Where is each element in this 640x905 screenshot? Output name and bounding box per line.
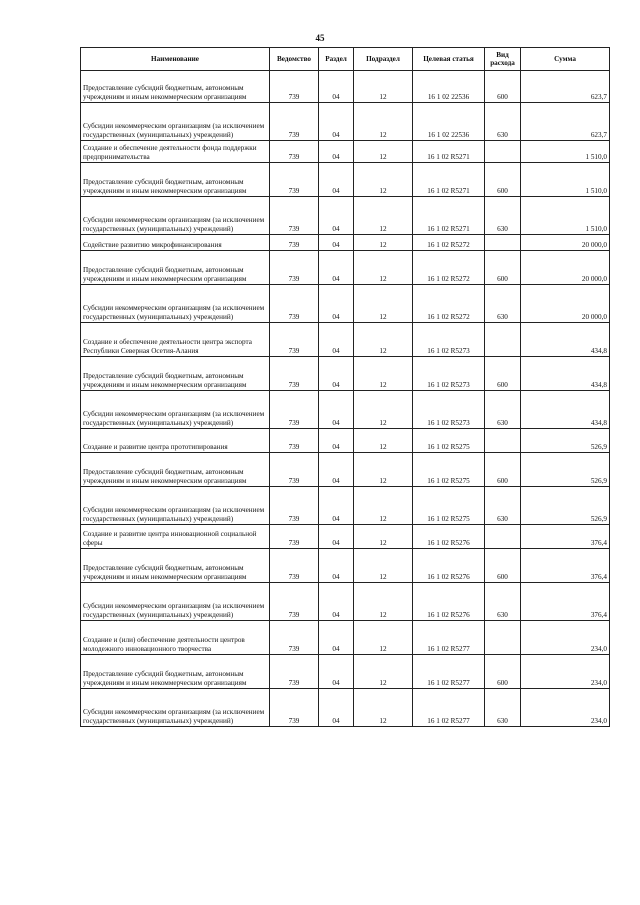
row-expense-type-cell bbox=[485, 429, 521, 453]
row-subsection-cell: 12 bbox=[354, 429, 413, 453]
row-expense-type-cell: 600 bbox=[485, 655, 521, 689]
table-row bbox=[81, 689, 610, 727]
row-name-cell: Содействие развитию микрофинансирования bbox=[81, 235, 270, 251]
column-header-section: Раздел bbox=[319, 48, 354, 71]
row-target-cell: 16 1 02 R5272 bbox=[413, 235, 485, 251]
table-row bbox=[81, 285, 610, 323]
row-name-cell: Создание и развитие центра инновационной социальной сферы bbox=[81, 525, 270, 549]
row-subsection-cell: 12 bbox=[354, 487, 413, 525]
row-section-cell: 04 bbox=[319, 357, 354, 391]
row-target-cell: 16 1 02 R5277 bbox=[413, 689, 485, 727]
row-amount-cell: 434,8 bbox=[521, 323, 610, 357]
row-section-cell: 04 bbox=[319, 655, 354, 689]
row-expense-type-cell bbox=[485, 235, 521, 251]
row-dept-cell: 739 bbox=[270, 357, 319, 391]
row-amount-cell: 234,0 bbox=[521, 621, 610, 655]
row-expense-type-cell: 630 bbox=[485, 391, 521, 429]
row-dept-cell: 739 bbox=[270, 103, 319, 141]
table-row bbox=[81, 235, 610, 251]
row-dept-cell: 739 bbox=[270, 525, 319, 549]
row-expense-type-cell: 630 bbox=[485, 285, 521, 323]
row-section-cell: 04 bbox=[319, 487, 354, 525]
row-amount-cell: 526,9 bbox=[521, 453, 610, 487]
row-dept-cell: 739 bbox=[270, 453, 319, 487]
row-subsection-cell: 12 bbox=[354, 197, 413, 235]
row-expense-type-cell bbox=[485, 621, 521, 655]
row-name-cell: Создание и развитие центра прототипирования bbox=[81, 429, 270, 453]
row-expense-type-cell: 600 bbox=[485, 163, 521, 197]
row-expense-type-cell: 630 bbox=[485, 197, 521, 235]
table-row bbox=[81, 323, 610, 357]
column-header-dept: Ведомство bbox=[270, 48, 319, 71]
row-subsection-cell: 12 bbox=[354, 71, 413, 103]
table-row bbox=[81, 251, 610, 285]
row-name-cell: Субсидии некоммерческим организациям (за исключением государственных (муниципальных) учреждений) bbox=[81, 689, 270, 727]
row-amount-cell: 526,9 bbox=[521, 487, 610, 525]
row-expense-type-cell bbox=[485, 525, 521, 549]
row-amount-cell: 376,4 bbox=[521, 525, 610, 549]
table-row bbox=[81, 141, 610, 163]
row-dept-cell: 739 bbox=[270, 197, 319, 235]
row-section-cell: 04 bbox=[319, 197, 354, 235]
table-row bbox=[81, 487, 610, 525]
row-target-cell: 16 1 02 R5275 bbox=[413, 487, 485, 525]
row-target-cell: 16 1 02 R5271 bbox=[413, 163, 485, 197]
row-name-cell: Субсидии некоммерческим организациям (за исключением государственных (муниципальных) учреждений) bbox=[81, 103, 270, 141]
row-dept-cell: 739 bbox=[270, 235, 319, 251]
row-name-cell: Субсидии некоммерческим организациям (за исключением государственных (муниципальных) учреждений) bbox=[81, 285, 270, 323]
row-target-cell: 16 1 02 R5277 bbox=[413, 621, 485, 655]
table-row bbox=[81, 453, 610, 487]
row-dept-cell: 739 bbox=[270, 391, 319, 429]
row-section-cell: 04 bbox=[319, 323, 354, 357]
table-row bbox=[81, 163, 610, 197]
row-name-cell: Предоставление субсидий бюджетным, автономным учреждениям и иным некоммерческим организациям bbox=[81, 71, 270, 103]
column-header-amount: Сумма bbox=[521, 48, 610, 71]
row-amount-cell: 526,9 bbox=[521, 429, 610, 453]
row-name-cell: Предоставление субсидий бюджетным, автономным учреждениям и иным некоммерческим организациям bbox=[81, 163, 270, 197]
row-subsection-cell: 12 bbox=[354, 251, 413, 285]
row-subsection-cell: 12 bbox=[354, 689, 413, 727]
table-body bbox=[81, 71, 610, 727]
column-header-subsection: Подраздел bbox=[354, 48, 413, 71]
row-section-cell: 04 bbox=[319, 391, 354, 429]
row-name-cell: Предоставление субсидий бюджетным, автономным учреждениям и иным некоммерческим организациям bbox=[81, 251, 270, 285]
row-expense-type-cell bbox=[485, 323, 521, 357]
row-subsection-cell: 12 bbox=[354, 391, 413, 429]
row-section-cell: 04 bbox=[319, 689, 354, 727]
row-name-cell: Субсидии некоммерческим организациям (за исключением государственных (муниципальных) учреждений) bbox=[81, 487, 270, 525]
row-name-cell: Субсидии некоммерческим организациям (за исключением государственных (муниципальных) учреждений) bbox=[81, 197, 270, 235]
row-section-cell: 04 bbox=[319, 141, 354, 163]
row-expense-type-cell: 600 bbox=[485, 357, 521, 391]
table-header-row bbox=[81, 48, 610, 71]
row-amount-cell: 20 000,0 bbox=[521, 285, 610, 323]
row-amount-cell: 434,8 bbox=[521, 391, 610, 429]
row-target-cell: 16 1 02 R5271 bbox=[413, 141, 485, 163]
row-subsection-cell: 12 bbox=[354, 357, 413, 391]
row-target-cell: 16 1 02 R5273 bbox=[413, 391, 485, 429]
row-target-cell: 16 1 02 R5272 bbox=[413, 285, 485, 323]
row-name-cell: Предоставление субсидий бюджетным, автономным учреждениям и иным некоммерческим организациям bbox=[81, 357, 270, 391]
row-subsection-cell: 12 bbox=[354, 549, 413, 583]
row-subsection-cell: 12 bbox=[354, 583, 413, 621]
row-target-cell: 16 1 02 R5276 bbox=[413, 549, 485, 583]
table-row bbox=[81, 391, 610, 429]
row-dept-cell: 739 bbox=[270, 583, 319, 621]
row-dept-cell: 739 bbox=[270, 251, 319, 285]
row-section-cell: 04 bbox=[319, 103, 354, 141]
table-row bbox=[81, 583, 610, 621]
row-expense-type-cell: 600 bbox=[485, 453, 521, 487]
row-amount-cell: 234,0 bbox=[521, 689, 610, 727]
row-section-cell: 04 bbox=[319, 285, 354, 323]
row-target-cell: 16 1 02 R5273 bbox=[413, 357, 485, 391]
row-amount-cell: 623,7 bbox=[521, 103, 610, 141]
row-subsection-cell: 12 bbox=[354, 655, 413, 689]
row-section-cell: 04 bbox=[319, 71, 354, 103]
row-expense-type-cell: 630 bbox=[485, 487, 521, 525]
row-section-cell: 04 bbox=[319, 251, 354, 285]
row-amount-cell: 1 510,0 bbox=[521, 141, 610, 163]
table-row bbox=[81, 655, 610, 689]
row-dept-cell: 739 bbox=[270, 163, 319, 197]
row-target-cell: 16 1 02 R5272 bbox=[413, 251, 485, 285]
row-subsection-cell: 12 bbox=[354, 235, 413, 251]
column-header-expense-type: Вид расхода bbox=[485, 48, 521, 71]
row-subsection-cell: 12 bbox=[354, 453, 413, 487]
row-amount-cell: 376,4 bbox=[521, 583, 610, 621]
row-name-cell: Предоставление субсидий бюджетным, автономным учреждениям и иным некоммерческим организациям bbox=[81, 655, 270, 689]
row-expense-type-cell: 600 bbox=[485, 71, 521, 103]
table-row bbox=[81, 197, 610, 235]
table-row bbox=[81, 621, 610, 655]
row-subsection-cell: 12 bbox=[354, 525, 413, 549]
row-dept-cell: 739 bbox=[270, 549, 319, 583]
row-name-cell: Предоставление субсидий бюджетным, автономным учреждениям и иным некоммерческим организациям bbox=[81, 453, 270, 487]
row-amount-cell: 376,4 bbox=[521, 549, 610, 583]
row-section-cell: 04 bbox=[319, 453, 354, 487]
row-amount-cell: 623,7 bbox=[521, 71, 610, 103]
row-dept-cell: 739 bbox=[270, 71, 319, 103]
row-section-cell: 04 bbox=[319, 549, 354, 583]
row-expense-type-cell: 630 bbox=[485, 583, 521, 621]
row-target-cell: 16 1 02 R5276 bbox=[413, 583, 485, 621]
row-section-cell: 04 bbox=[319, 429, 354, 453]
row-subsection-cell: 12 bbox=[354, 621, 413, 655]
row-target-cell: 16 1 02 22536 bbox=[413, 103, 485, 141]
row-name-cell: Создание и (или) обеспечение деятельности центров молодежного инновационного творчества bbox=[81, 621, 270, 655]
table-row bbox=[81, 549, 610, 583]
row-target-cell: 16 1 02 R5275 bbox=[413, 453, 485, 487]
row-expense-type-cell: 600 bbox=[485, 251, 521, 285]
row-target-cell: 16 1 02 R5277 bbox=[413, 655, 485, 689]
row-amount-cell: 234,0 bbox=[521, 655, 610, 689]
row-target-cell: 16 1 02 22536 bbox=[413, 71, 485, 103]
budget-table bbox=[80, 47, 610, 727]
row-dept-cell: 739 bbox=[270, 487, 319, 525]
row-amount-cell: 20 000,0 bbox=[521, 251, 610, 285]
row-target-cell: 16 1 02 R5271 bbox=[413, 197, 485, 235]
row-expense-type-cell: 600 bbox=[485, 549, 521, 583]
row-dept-cell: 739 bbox=[270, 285, 319, 323]
table-row bbox=[81, 71, 610, 103]
table-row bbox=[81, 525, 610, 549]
row-target-cell: 16 1 02 R5275 bbox=[413, 429, 485, 453]
row-amount-cell: 1 510,0 bbox=[521, 163, 610, 197]
column-header-name: Наименование bbox=[81, 48, 270, 71]
row-dept-cell: 739 bbox=[270, 621, 319, 655]
row-name-cell: Субсидии некоммерческим организациям (за исключением государственных (муниципальных) учреждений) bbox=[81, 391, 270, 429]
row-section-cell: 04 bbox=[319, 583, 354, 621]
row-target-cell: 16 1 02 R5276 bbox=[413, 525, 485, 549]
row-amount-cell: 434,8 bbox=[521, 357, 610, 391]
row-name-cell: Предоставление субсидий бюджетным, автономным учреждениям и иным некоммерческим организациям bbox=[81, 549, 270, 583]
row-dept-cell: 739 bbox=[270, 323, 319, 357]
row-section-cell: 04 bbox=[319, 621, 354, 655]
row-amount-cell: 1 510,0 bbox=[521, 197, 610, 235]
row-section-cell: 04 bbox=[319, 525, 354, 549]
row-subsection-cell: 12 bbox=[354, 323, 413, 357]
row-subsection-cell: 12 bbox=[354, 163, 413, 197]
row-subsection-cell: 12 bbox=[354, 285, 413, 323]
row-amount-cell: 20 000,0 bbox=[521, 235, 610, 251]
column-header-target: Целевая статья bbox=[413, 48, 485, 71]
row-expense-type-cell: 630 bbox=[485, 689, 521, 727]
row-name-cell: Создание и обеспечение деятельности центра экспорта Республики Северная Осетия-Алания bbox=[81, 323, 270, 357]
row-dept-cell: 739 bbox=[270, 429, 319, 453]
row-subsection-cell: 12 bbox=[354, 141, 413, 163]
row-dept-cell: 739 bbox=[270, 655, 319, 689]
row-target-cell: 16 1 02 R5273 bbox=[413, 323, 485, 357]
row-section-cell: 04 bbox=[319, 235, 354, 251]
row-section-cell: 04 bbox=[319, 163, 354, 197]
table-row bbox=[81, 103, 610, 141]
table-row bbox=[81, 429, 610, 453]
row-dept-cell: 739 bbox=[270, 141, 319, 163]
row-subsection-cell: 12 bbox=[354, 103, 413, 141]
row-expense-type-cell bbox=[485, 141, 521, 163]
page-number: 45 bbox=[315, 33, 325, 43]
table-row bbox=[81, 357, 610, 391]
row-expense-type-cell: 630 bbox=[485, 103, 521, 141]
row-name-cell: Субсидии некоммерческим организациям (за исключением государственных (муниципальных) учреждений) bbox=[81, 583, 270, 621]
row-dept-cell: 739 bbox=[270, 689, 319, 727]
row-name-cell: Создание и обеспечение деятельности фонда поддержки предпринимательства bbox=[81, 141, 270, 163]
